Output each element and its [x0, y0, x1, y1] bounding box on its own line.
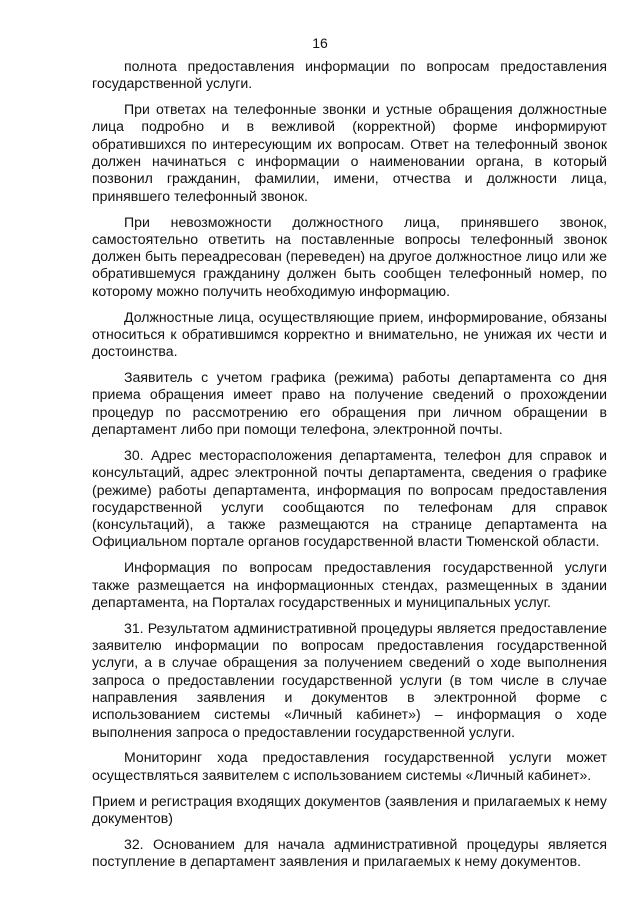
paragraph: 31. Результатом административной процедуры является предоставление заявителю информации по вопросам предоставления государственной услуги, а в случае обращения за получением сведений о ходе выполнения запроса о предоставлении государственной услуги (в том числе в случае направления заявления и документов в электронной форме с использованием системы «Личный кабинет») – информация о ходе выполнения запроса о предоставлении государственной услуги.	[92, 619, 607, 740]
paragraph: При невозможности должностного лица, принявшего звонок, самостоятельно ответить на поставленные вопросы телефонный звонок должен быть переадресован (переведен) на другое должностное лицо или же обратившемуся гражданину должен быть сообщен телефонный номер, по которому можно получить необходимую информацию.	[92, 213, 607, 299]
section-heading: Прием и регистрация входящих документов (заявления и прилагаемых к нему документов)	[92, 792, 607, 826]
paragraph: полнота предоставления информации по вопросам предоставления государственной услуги.	[92, 58, 607, 92]
paragraph: При ответах на телефонные звонки и устные обращения должностные лица подробно и в вежливой (корректной) форме информируют обратившихся по интересующим их вопросам. Ответ на телефонный звонок должен начинаться с информации о наименовании органа, в который позвонил гражданин, фамилии, имени, отчества и должности лица, принявшего телефонный звонок.	[92, 101, 607, 204]
paragraph: Заявитель с учетом графика (режима) работы департамента со дня приема обращения имеет право на получение сведений о прохождении процедур по рассмотрению его обращения при личном обращении в департамент либо при помощи телефона, электронной почты.	[92, 369, 607, 438]
document-body	[92, 58, 607, 879]
paragraph: 30. Адрес месторасположения департамента, телефон для справок и консультаций, адрес электронной почты департамента, сведения о графике (режиме) работы департамента, информация по вопросам предоставления государственной услуги сообщаются по телефонам для справок (консультаций), а также размещаются на странице департамента на Официальном портале органов государственной власти Тюменской области.	[92, 446, 607, 550]
paragraph: Информация по вопросам предоставления государственной услуги также размещается на информационных стендах, размещенных в здании департамента, на Порталах государственных и муниципальных услуг.	[92, 559, 607, 610]
paragraph: 32. Основанием для начала административной процедуры является поступление в департамент заявления и прилагаемых к нему документов.	[92, 835, 607, 870]
page-number: 16	[312, 35, 328, 51]
paragraph: Мониторинг хода предоставления государственной услуги может осуществляться заявителем с использованием системы «Личный кабинет».	[92, 749, 607, 783]
paragraph: Должностные лица, осуществляющие прием, информирование, обязаны относиться к обратившимся корректно и внимательно, не унижая их чести и достоинства.	[92, 308, 607, 360]
